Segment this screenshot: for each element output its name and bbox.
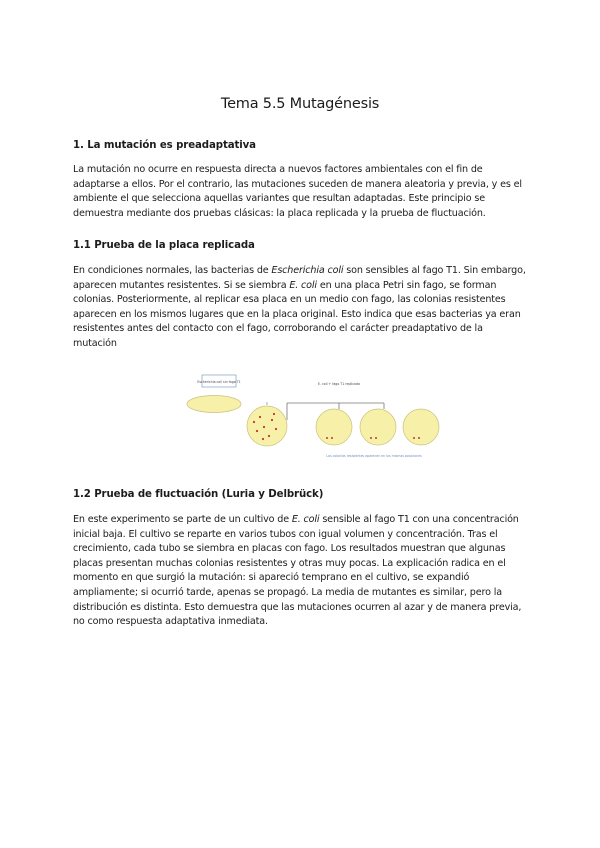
replica-plate-3 — [403, 409, 439, 445]
paragraph-line: demuestra mediante dos pruebas clásicas: la placa replicada y la prueba de fluctuación. — [73, 207, 486, 219]
resistant-colony — [370, 437, 372, 439]
italic-species-name: Escherichia coli — [271, 265, 344, 276]
paragraph-line: En condiciones normales, las bacterias de Escherichia coli son sensibles al fago T1. Sin embargo, — [73, 265, 526, 276]
paragraph-line: inicial baja. El cultivo se reparte en varios tubos con igual volumen y concentración. Tras el — [73, 528, 498, 540]
colony — [271, 419, 273, 421]
paragraph-line: ambiente el que selecciona aquellas variantes que resultan adaptadas. Este principio se — [73, 193, 485, 205]
replica-top-label: E. coli + fago T1 replicada — [318, 382, 360, 386]
source-label: Escherichia coli sin fago T1 — [197, 380, 241, 384]
section-paragraph-1 — [73, 163, 533, 221]
resistant-colony — [418, 437, 420, 439]
paragraph-line: placas presentan muchas colonias resistentes y otras muy pocas. La explicación radica en el — [73, 557, 506, 569]
colony — [268, 435, 270, 437]
paragraph-line: momento en que surgió la mutación: si apareció temprano en el cultivo, se expandió — [73, 572, 470, 584]
colony — [259, 416, 261, 418]
colony — [256, 430, 258, 432]
colony — [273, 413, 275, 415]
page-title: Tema 5.5 Mutagénesis — [220, 96, 380, 112]
resistant-colony — [331, 437, 333, 439]
italic-species-name: E. coli — [289, 279, 317, 291]
section-heading-1: 1. La mutación es preadaptativa — [73, 140, 256, 151]
paragraph-line: mutación — [73, 337, 117, 349]
colony — [262, 438, 264, 440]
paragraph-line: distribución es distinta. Esto demuestra que las mutaciones ocurren al azar y de manera previa, — [73, 601, 522, 613]
section-heading-1-2: 1.2 Prueba de fluctuación (Luria y Delbrück) — [73, 489, 324, 500]
colony — [253, 421, 255, 423]
resistant-colony — [326, 437, 328, 439]
paragraph-line: La mutación no ocurre en respuesta directa a nuevos factores ambientales con el fin de — [73, 164, 483, 175]
paragraph-line: ampliamente; si ocurrió tarde, apenas se propagó. La media de mutantes es similar, pero la — [73, 586, 502, 598]
resistant-colony — [413, 437, 415, 439]
paragraph-line: adaptarse a ellos. Por el contrario, las mutaciones suceden de manera aleatoria y previa, y es el — [73, 178, 522, 190]
master-plate — [247, 406, 287, 446]
paragraph-line: crecimiento, cada tubo se siembra en placas con fago. Los resultados muestran que algunas — [73, 543, 506, 555]
paragraph-line: aparecen mutantes resistentes. Si se siembra E. coli en una placa Petri sin fago, se forman — [73, 279, 497, 291]
colony — [263, 426, 265, 428]
source-plate — [187, 396, 241, 413]
section-paragraph-1-1 — [73, 264, 533, 352]
paragraph-line: no como respuesta adaptativa inmediata. — [73, 616, 268, 628]
resistant-colony — [375, 437, 377, 439]
paragraph-line: resistentes antes del contacto con el fago, corroborando el carácter preadaptativo de la — [73, 323, 483, 335]
replica-plating-diagram — [184, 365, 440, 460]
paragraph-line: colonias. Posteriormente, al replicar esa placa en un medio con fago, las colonias resistentes — [73, 294, 506, 306]
replica-plating-figure — [184, 365, 440, 460]
replica-plate-1 — [316, 409, 352, 445]
paragraph-line: aparecen en los mismos lugares que en la placa original. Esto indica que esas bacterias ya eran — [73, 308, 521, 320]
section-heading-1-1: 1.1 Prueba de la placa replicada — [73, 240, 255, 251]
section-paragraph-1-2 — [73, 513, 533, 630]
italic-species-name: E. coli — [291, 514, 320, 525]
replica-plate-2 — [360, 409, 396, 445]
colony — [275, 428, 277, 430]
paragraph-line: En este experimento se parte de un cultivo de E. coli sensible al fago T1 con una concentración — [73, 514, 519, 525]
replica-bottom-label: Las colonias resistentes aparecen en las mismas posiciones — [326, 454, 422, 458]
